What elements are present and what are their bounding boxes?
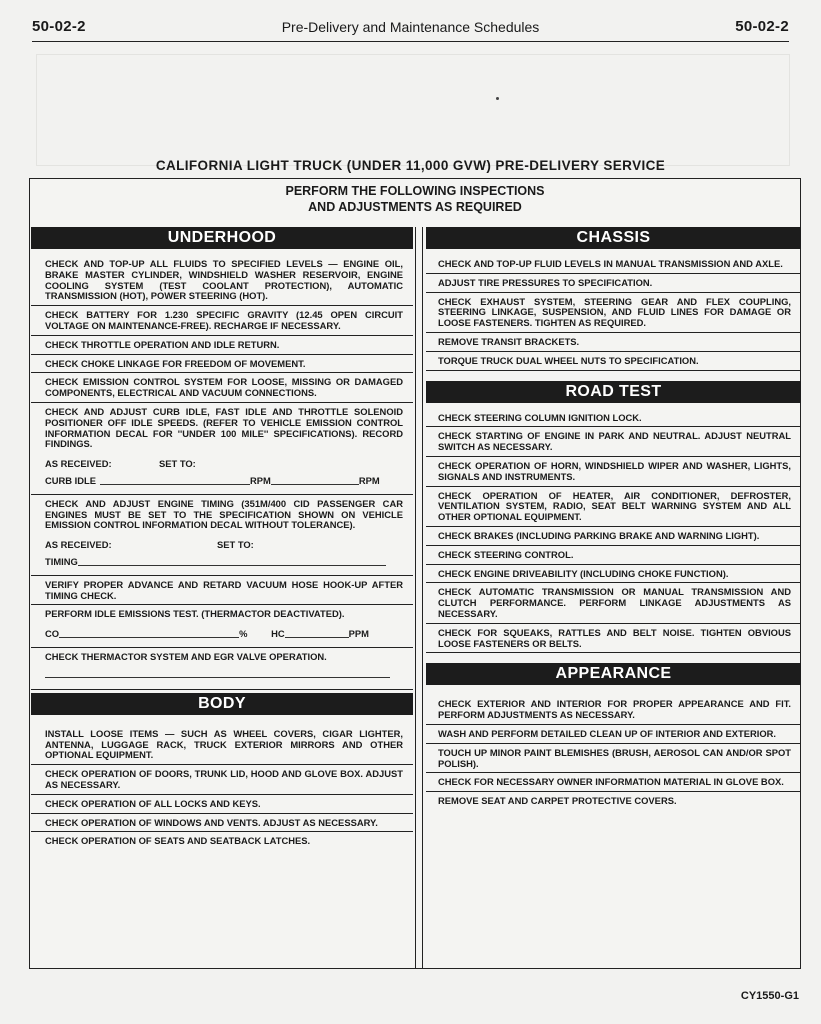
page-header: [32, 16, 789, 42]
checklist-item-idle: [31, 403, 413, 495]
item-text: CHECK AND ADJUST CURB IDLE, FAST IDLE AND THROTTLE SOLENOID POSITIONER OFF IDLE SPEEDS. (REFER TO VEHICLE EMISSION CONTROL INFORMATION DECAL FOR ''UNDER 100 MILE'' SPECIFICATIONS). RECORD FINDINGS.: [45, 405, 403, 450]
checklist-item: INSTALL LOOSE ITEMS — SUCH AS WHEEL COVERS, CIGAR LIGHTER, ANTENNA, LUGGAGE RACK, TRUCK EXTERIOR MIRRORS AND OTHER OPTIONAL EQUIPMENT.: [31, 725, 413, 765]
set-to-label: SET TO:: [159, 458, 196, 470]
checklist-item: CHECK FOR SQUEAKS, RATTLES AND BELT NOISE. TIGHTEN OBVIOUS LOOSE FASTENERS OR BELTS.: [438, 626, 791, 649]
percent-unit: %: [239, 628, 248, 640]
hc-blank[interactable]: [285, 629, 349, 638]
checklist-item: CHECK STEERING COLUMN IGNITION LOCK.: [426, 409, 801, 428]
hc-label: HC: [271, 628, 285, 640]
checklist-item: REMOVE SEAT AND CARPET PROTECTIVE COVERS.: [438, 795, 677, 807]
checklist-item: CHECK OPERATION OF ALL LOCKS AND KEYS.: [31, 795, 413, 814]
checklist-item: CHECK EMISSION CONTROL SYSTEM FOR LOOSE, MISSING OR DAMAGED COMPONENTS, ELECTRICAL AND VACUUM CONNECTIONS.: [31, 373, 413, 403]
checklist-item-thermactor: [31, 648, 413, 689]
checklist-item: CHECK AUTOMATIC TRANSMISSION OR MANUAL TRANSMISSION AND CLUTCH PERFORMANCE. PERFORM LINKAGE ADJUSTMENTS AS NECESSARY.: [426, 583, 801, 623]
left-column: [31, 227, 413, 850]
appearance-section: [426, 663, 801, 810]
frame-heading-line-2: AND ADJUSTMENTS AS REQUIRED: [308, 200, 522, 214]
checklist-item: CHECK OPERATION OF SEATS AND SEATBACK LATCHES.: [45, 835, 311, 847]
curb-idle-row: [45, 476, 403, 487]
blank-line[interactable]: [45, 677, 390, 678]
checklist-item: CHECK AND TOP-UP FLUID LEVELS IN MANUAL TRANSMISSION AND AXLE.: [426, 255, 801, 274]
item-text: CHECK THERMACTOR SYSTEM AND EGR VALVE OPERATION.: [45, 650, 327, 662]
checklist-item: CHECK EXHAUST SYSTEM, STEERING GEAR AND FLEX COUPLING, STEERING LINKAGE, SUSPENSION, AND FLUID LINES FOR DAMAGE OR LOOSE FASTENERS. TIGHTEN AS REQUIRED.: [426, 293, 801, 333]
checklist-item: CHECK OPERATION OF WINDOWS AND VENTS. ADJUST AS NECESSARY.: [31, 814, 413, 833]
checklist-item: CHECK BRAKES (INCLUDING PARKING BRAKE AND WARNING LIGHT).: [426, 527, 801, 546]
checklist-item: CHECK STARTING OF ENGINE IN PARK AND NEUTRAL. ADJUST NEUTRAL SWITCH AS NECESSARY.: [426, 427, 801, 457]
item-text: PERFORM IDLE EMISSIONS TEST. (THERMACTOR DEACTIVATED).: [45, 608, 345, 620]
section-title-road-test: ROAD TEST: [426, 381, 801, 403]
timing-label: TIMING: [45, 555, 78, 567]
underhood-section: [31, 227, 413, 690]
page-number-right: 50-02-2: [735, 18, 789, 35]
record-row: [45, 540, 403, 551]
checklist-item-emissions: [31, 605, 413, 648]
checklist-item: CHECK STEERING CONTROL.: [426, 546, 801, 565]
rpm-unit: RPM: [250, 474, 271, 486]
column-divider: [415, 227, 423, 968]
speck: [496, 97, 499, 100]
item-text: CHECK AND ADJUST ENGINE TIMING (351M/400 CID PASSENGER CAR ENGINES MUST BE SET TO THE SPECIFICATION SHOWN ON VEHICLE EMISSION CONTROL INFORMATION DECAL WITHOUT TOLERANCE).: [45, 497, 403, 531]
header-title: Pre-Delivery and Maintenance Schedules: [281, 19, 540, 35]
co-label: CO: [45, 628, 60, 640]
checklist-item: WASH AND PERFORM DETAILED CLEAN UP OF INTERIOR AND EXTERIOR.: [426, 725, 801, 744]
checklist-item: CHECK THROTTLE OPERATION AND IDLE RETURN.: [31, 336, 413, 355]
road-test-section: [426, 381, 801, 654]
curb-idle-setto-blank[interactable]: [271, 476, 359, 485]
checklist-item-timing: [31, 495, 413, 576]
page-number-left: 50-02-2: [32, 18, 86, 35]
right-column: [426, 227, 801, 810]
frame-heading-line-1: PERFORM THE FOLLOWING INSPECTIONS: [285, 184, 545, 198]
checklist-item: TORQUE TRUCK DUAL WHEEL NUTS TO SPECIFICATION.: [438, 354, 699, 366]
section-title-appearance: APPEARANCE: [426, 663, 801, 685]
checklist-item: CHECK ENGINE DRIVEABILITY (INCLUDING CHOKE FUNCTION).: [426, 565, 801, 584]
co-blank[interactable]: [59, 629, 239, 638]
body-section: [31, 693, 413, 850]
set-to-label: SET TO:: [217, 539, 254, 551]
section-title-chassis: CHASSIS: [426, 227, 801, 249]
bleed-through-ghost: [36, 54, 790, 166]
as-received-label: AS RECEIVED:: [45, 458, 112, 470]
checklist-item: CHECK OPERATION OF HEATER, AIR CONDITIONER, DEFROSTER, VENTILATION SYSTEM, RADIO, SEAT BELT WARNING SYSTEM AND ALL OTHER OPTIONAL EQUIPMENT.: [426, 487, 801, 527]
frame-heading: [30, 183, 800, 215]
section-title-underhood: UNDERHOOD: [31, 227, 413, 249]
record-row: [45, 459, 403, 470]
chassis-section: [426, 227, 801, 371]
checklist-item: CHECK EXTERIOR AND INTERIOR FOR PROPER APPEARANCE AND FIT. PERFORM ADJUSTMENTS AS NECESSARY.: [426, 695, 801, 725]
curb-idle-asreceived-blank[interactable]: [100, 476, 250, 485]
checklist-item: TOUCH UP MINOR PAINT BLEMISHES (BRUSH, AEROSOL CAN AND/OR SPOT POLISH).: [426, 744, 801, 774]
checklist-item: CHECK FOR NECESSARY OWNER INFORMATION MATERIAL IN GLOVE BOX.: [426, 773, 801, 792]
timing-row: [45, 557, 403, 568]
checklist-item: ADJUST TIRE PRESSURES TO SPECIFICATION.: [426, 274, 801, 293]
main-title: CALIFORNIA LIGHT TRUCK (UNDER 11,000 GVW) PRE-DELIVERY SERVICE: [155, 158, 666, 173]
emissions-row: [45, 629, 403, 640]
rpm-unit: RPM: [358, 474, 380, 486]
checklist-item: CHECK OPERATION OF HORN, WINDSHIELD WIPER AND WASHER, LIGHTS, SIGNALS AND INSTRUMENTS.: [426, 457, 801, 487]
checklist-item: CHECK CHOKE LINKAGE FOR FREEDOM OF MOVEMENT.: [31, 355, 413, 374]
as-received-label: AS RECEIVED:: [45, 539, 112, 551]
timing-blank[interactable]: [78, 557, 386, 566]
curb-idle-label: CURB IDLE: [45, 474, 97, 486]
section-title-body: BODY: [31, 693, 413, 715]
checklist-item: CHECK BATTERY FOR 1.230 SPECIFIC GRAVITY (12.45 OPEN CIRCUIT VOLTAGE ON MAINTENANCE-FREE). RECHARGE IF NECESSARY.: [31, 306, 413, 336]
checklist-frame: [29, 178, 801, 969]
checklist-item: VERIFY PROPER ADVANCE AND RETARD VACUUM HOSE HOOK-UP AFTER TIMING CHECK.: [31, 576, 413, 606]
figure-id: CY1550-G1: [740, 990, 799, 1002]
ppm-unit: PPM: [348, 628, 369, 640]
checklist-item: REMOVE TRANSIT BRACKETS.: [426, 333, 801, 352]
checklist-item: CHECK OPERATION OF DOORS, TRUNK LID, HOOD AND GLOVE BOX. ADJUST AS NECESSARY.: [31, 765, 413, 795]
checklist-item: CHECK AND TOP-UP ALL FLUIDS TO SPECIFIED LEVELS — ENGINE OIL, BRAKE MASTER CYLINDER, WINDSHIELD WASHER RESERVOIR, ENGINE COOLING SYSTEM (TEST COOLANT PROTECTION), AUTOMATIC TRANSMISSION (HOT), POWER STEERING (HOT).: [31, 255, 413, 306]
